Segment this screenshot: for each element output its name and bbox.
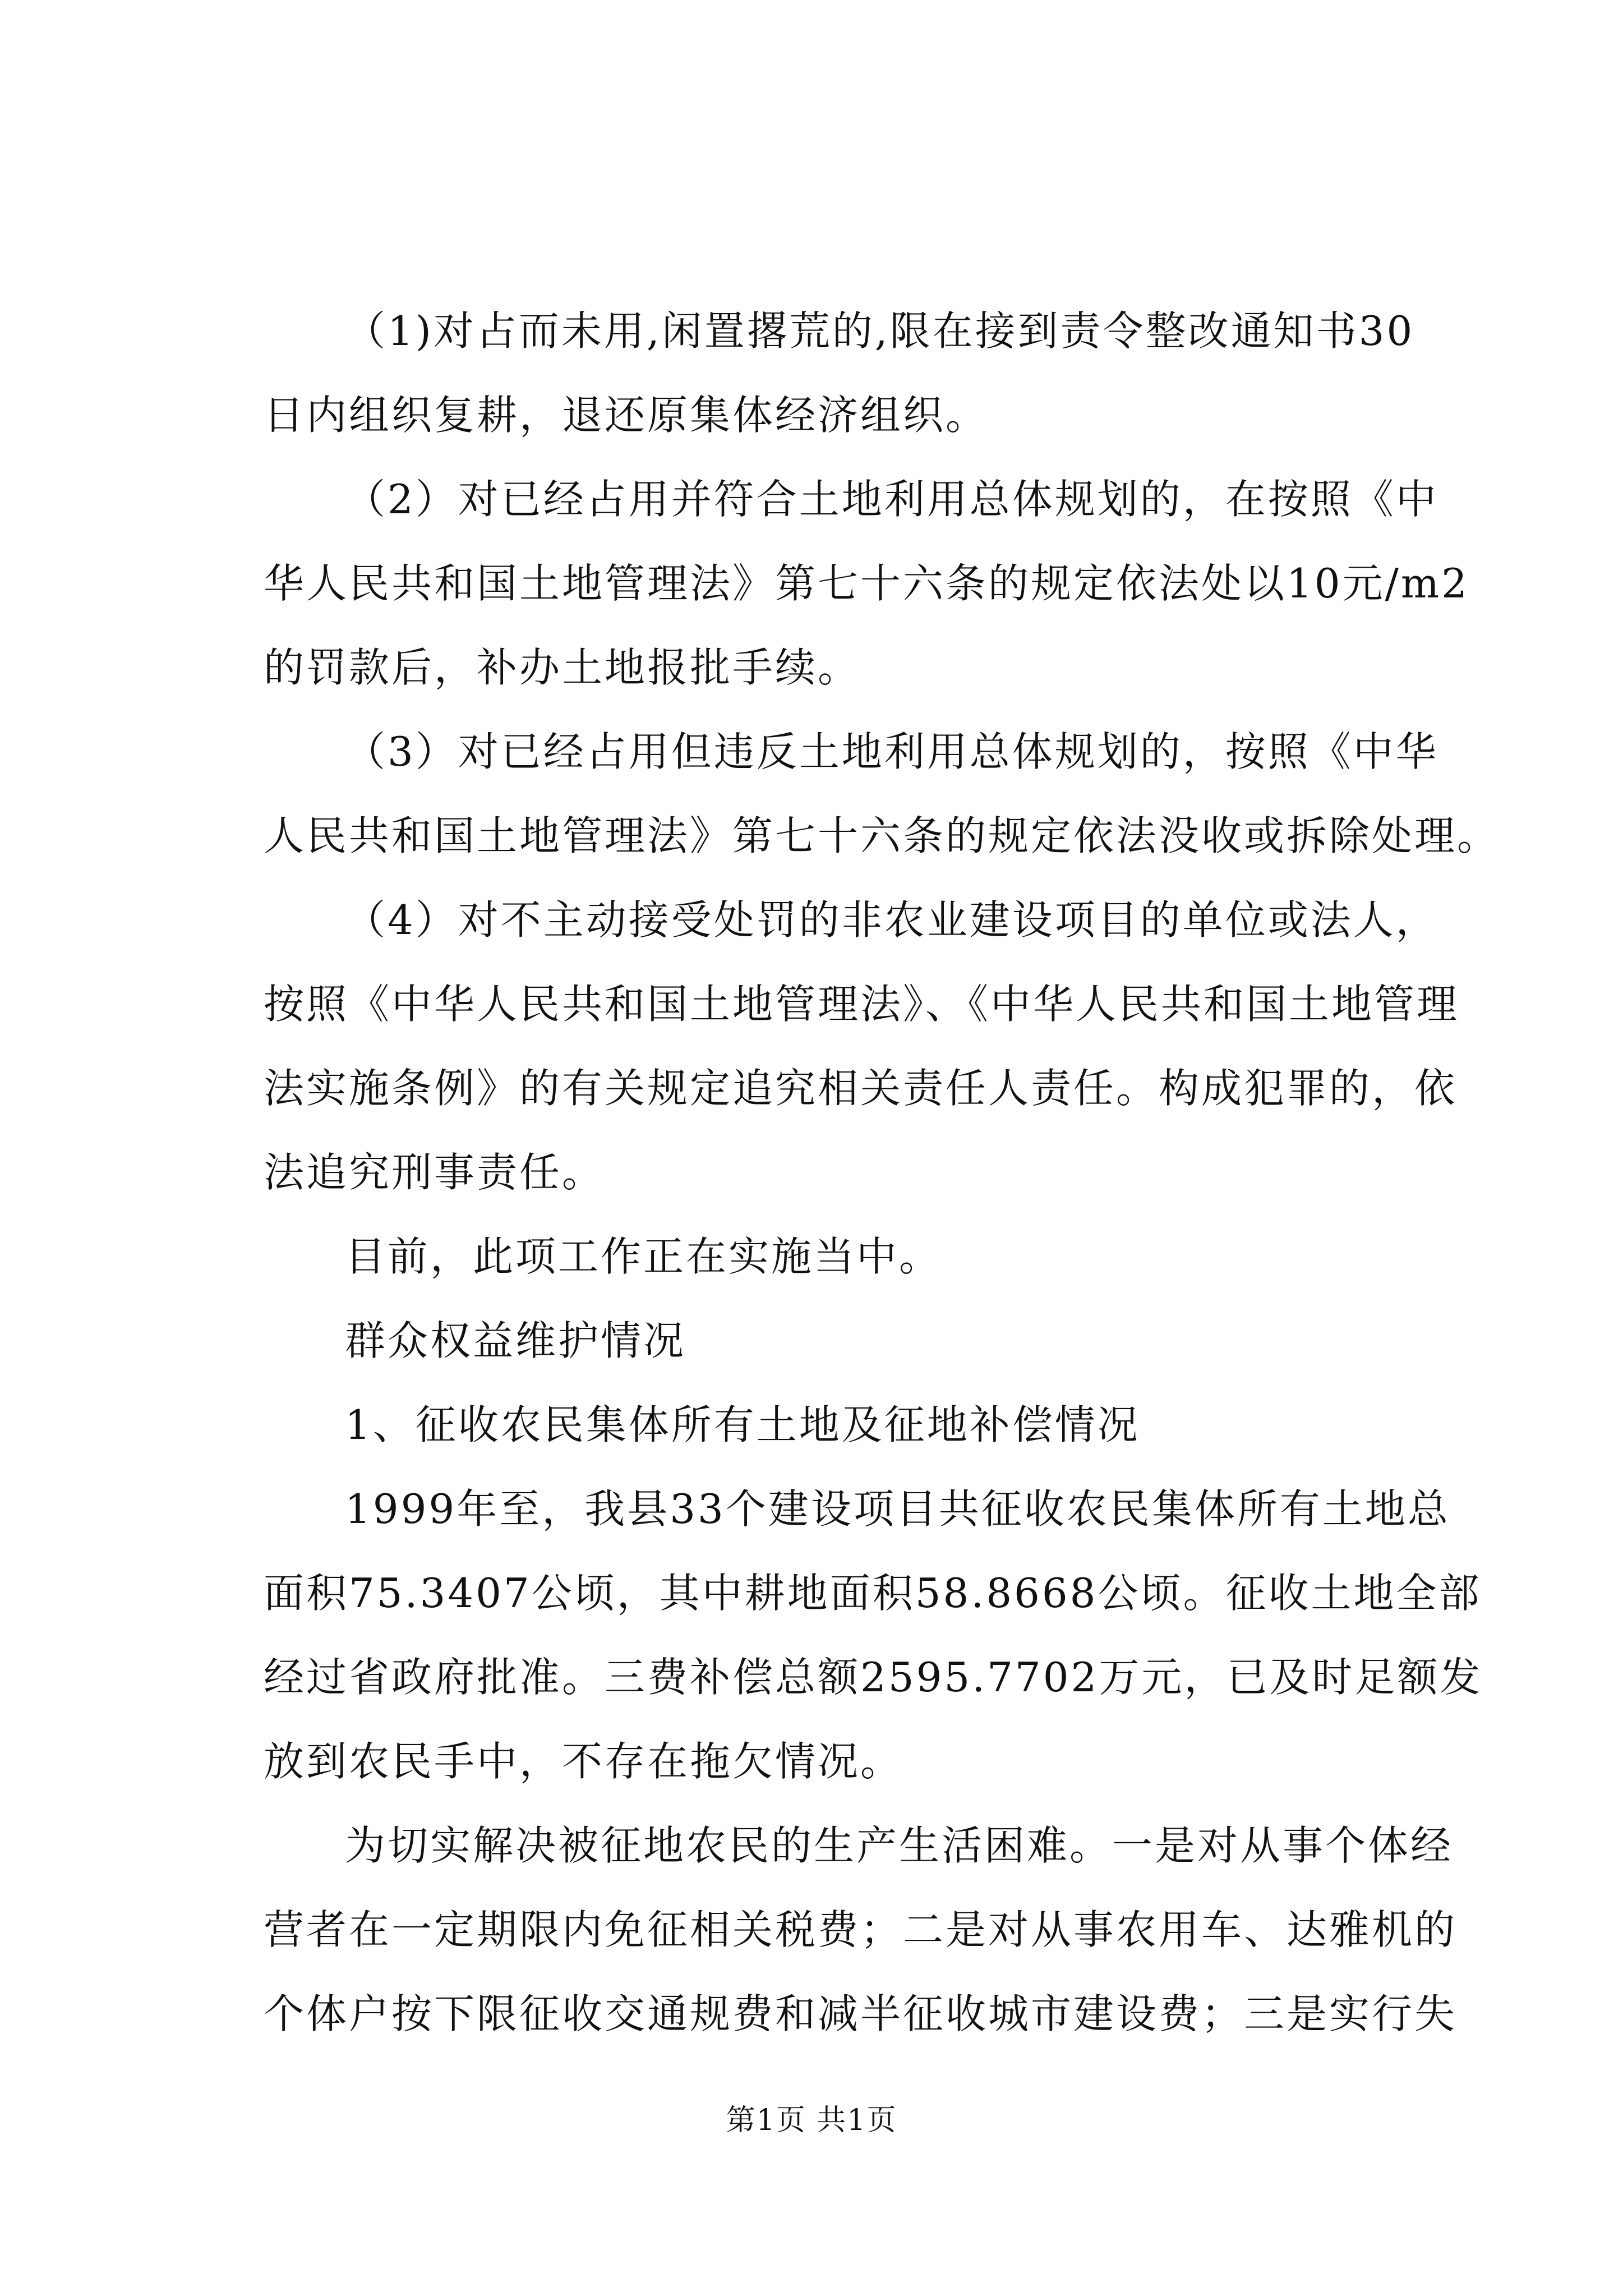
text-line: 放到农民手中，不存在拖欠情况。 (264, 1738, 903, 1785)
text-line: 按照《中华人民共和国土地管理法》、《中华人民共和国土地管理 (264, 981, 1460, 1028)
text-line: （3）对已经占用但违反土地利用总体规划的，按照《中华 (345, 728, 1438, 775)
text-line: 经过省政府批准。三费补偿总额2595.7702万元，已及时足额发 (264, 1654, 1483, 1701)
text-line: 个体户按下限征收交通规费和减半征收城市建设费；三是实行失 (264, 1990, 1458, 2037)
text-line: 营者在一定期限内免征相关税费；二是对从事农用车、达雅机的 (264, 1906, 1458, 1953)
page-number-footer: 第1页 共1页 (726, 2104, 897, 2137)
text-line: （2）对已经占用并符合土地利用总体规划的，在按照《中 (345, 476, 1438, 523)
text-line: 华人民共和国土地管理法》第七十六条的规定依法处以10元/m2 (264, 560, 1469, 607)
text-line: 1999年至，我县33个建设项目共征收农民集体所有土地总 (345, 1485, 1450, 1533)
text-line: 目前，此项工作正在实施当中。 (345, 1233, 942, 1280)
text-line: 为切实解决被征地农民的生产生活困难。一是对从事个体经 (345, 1822, 1454, 1869)
subsection-heading: 1、征收农民集体所有土地及征地补偿情况 (345, 1401, 1140, 1448)
text-line: 人民共和国土地管理法》第七十六条的规定依法没收或拆除处理。 (264, 812, 1500, 859)
text-line: 法实施条例》的有关规定追究相关责任人责任。构成犯罪的，依 (264, 1065, 1458, 1112)
section-heading: 群众权益维护情况 (345, 1317, 686, 1364)
text-line: （4）对不主动接受处罚的非农业建设项目的单位或法人， (345, 896, 1438, 944)
text-line: 的罚款后，补办土地报批手续。 (264, 644, 861, 691)
text-line: 面积75.3407公顷，其中耕地面积58.8668公顷。征收土地全部 (264, 1570, 1482, 1617)
text-line: 法追究刑事责任。 (264, 1149, 605, 1196)
text-line: （1)对占而未用,闲置撂荒的,限在接到责令整改通知书30 (345, 307, 1415, 355)
text-line: 日内组织复耕，退还原集体经济组织。 (264, 392, 989, 439)
